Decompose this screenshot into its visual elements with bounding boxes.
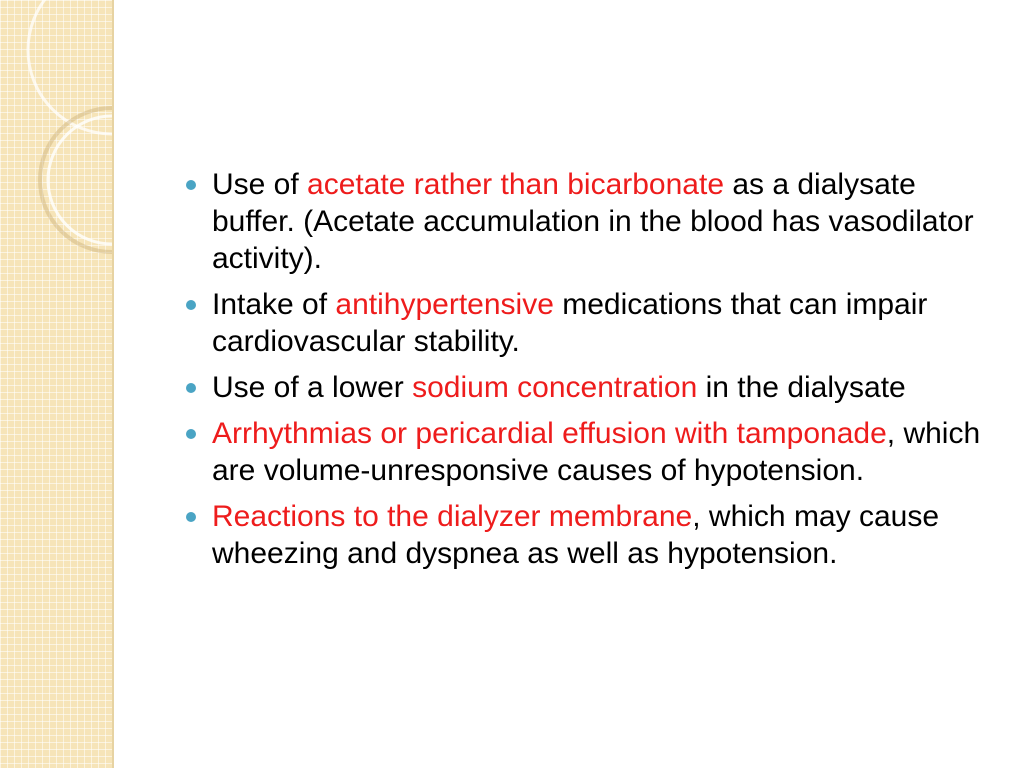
bullet-dot-icon [186,429,196,439]
bullet-text-post: in the dialysate [697,371,906,404]
bullet-list [186,166,986,581]
ring-top [28,0,114,134]
bullet-text-post: as a dialysate buffer. (Acetate accumulation in the blood has vasodilator activity). [212,168,974,275]
bullet-text-pre: Intake of [212,288,336,321]
bullet-text-pre: Use of a lower [212,371,413,404]
bullet-text-highlight: Reactions to the dialyzer membrane [212,500,693,533]
bullet-item [186,369,986,406]
bullet-text-post: , which may cause wheezing and dyspnea as well as hypotension. [212,500,940,570]
bullet-dot-icon [186,383,196,393]
bullet-dot-icon [186,300,196,310]
side-panel-edge [112,0,114,768]
bullet-text-highlight: sodium concentration [412,371,698,404]
decorative-rings [0,0,114,768]
bullet-text-post: , which are volume-unresponsive causes of hypotension. [212,417,981,487]
bullet-dot-icon [186,180,196,190]
bullet-text-highlight: acetate rather than bicarbonate [307,168,724,201]
bullet-text-post: medications that can impair cardiovascular stability. [212,288,928,358]
bullet-item [186,286,986,360]
ring-middle [40,108,114,252]
bullet-item [186,498,986,572]
bullet-text-highlight: Arrhythmias or pericardial effusion with tamponade [212,417,887,450]
bullet-dot-icon [186,512,196,522]
bullet-item [186,166,986,277]
decorative-side-panel [0,0,114,768]
bullet-item [186,415,986,489]
bullet-text-pre: Use of [212,168,308,201]
bullet-text-highlight: antihypertensive [335,288,554,321]
